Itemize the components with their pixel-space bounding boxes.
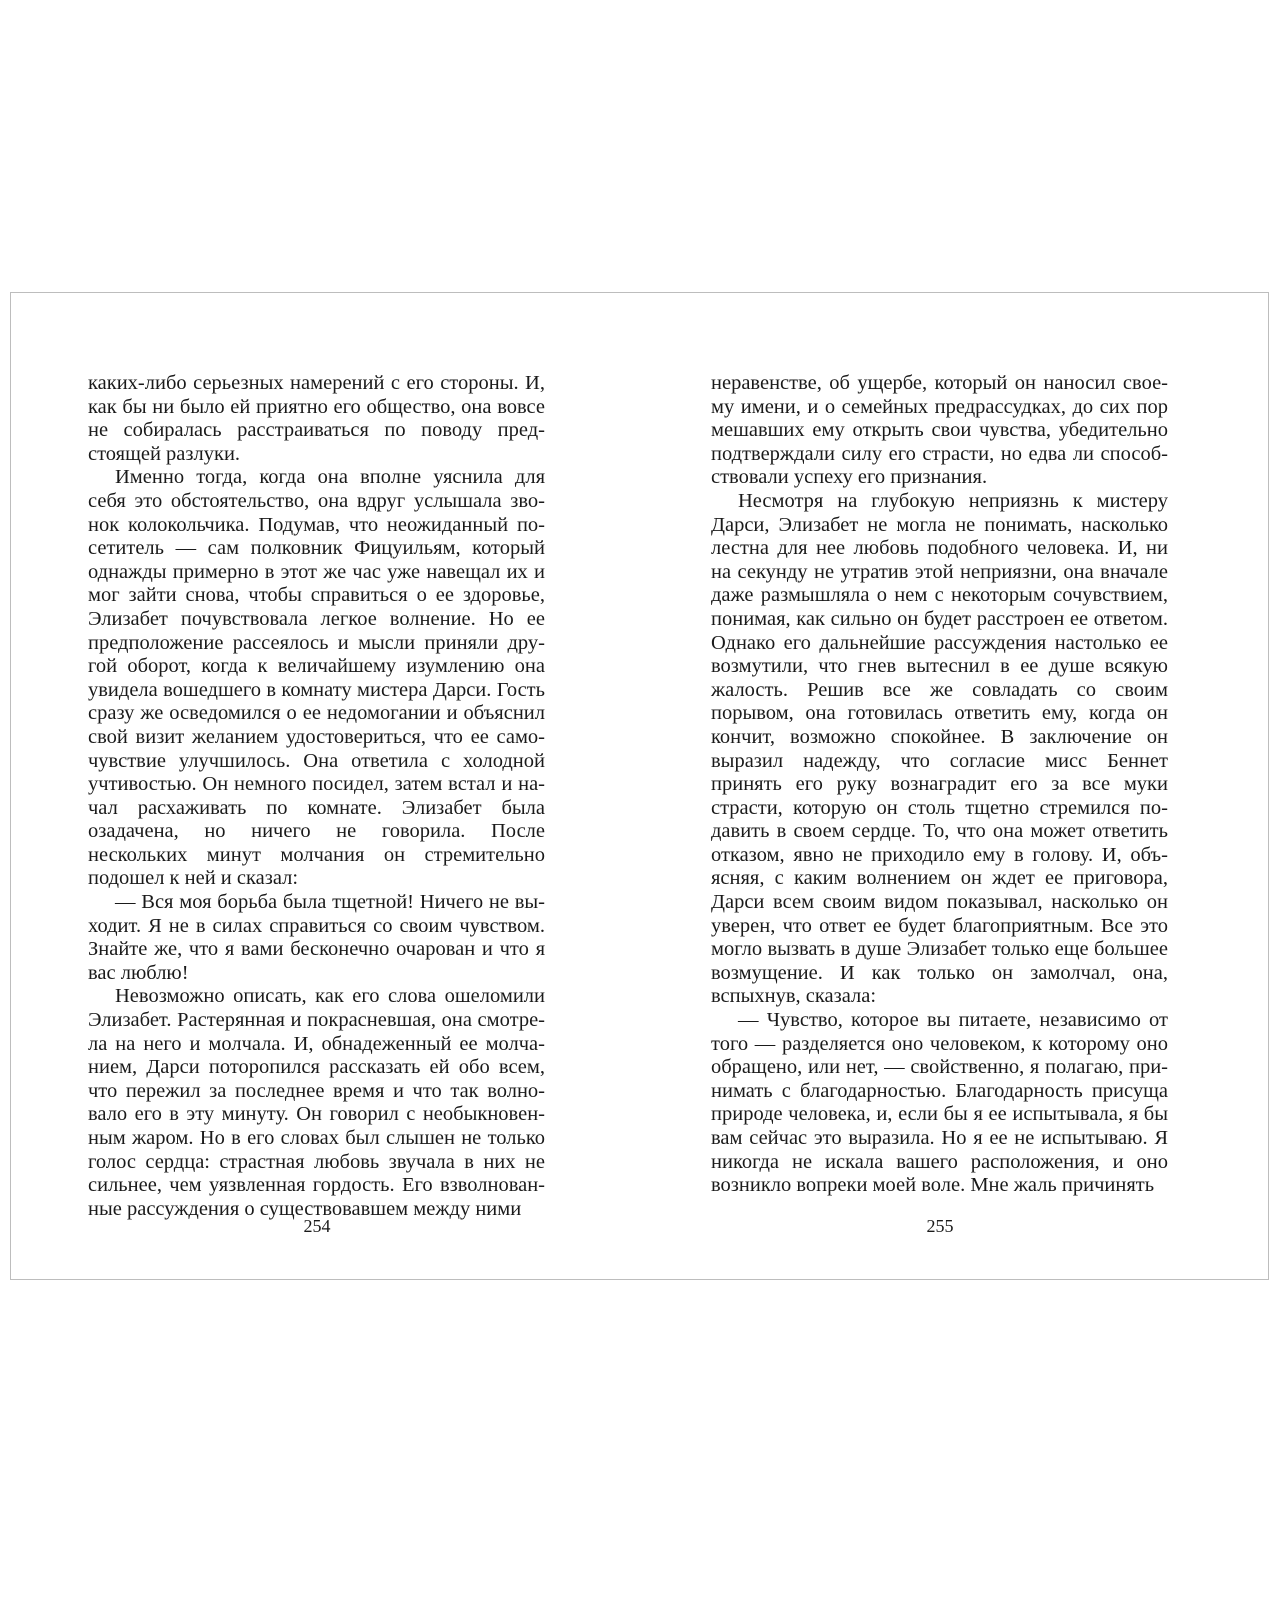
- left-page-text: [88, 372, 545, 1221]
- paragraph: неравенстве, об ущербе, который он наносил своему имени, и о семейных предрассудках, до сих пор мешавших ему открыть свои чувства, убедительно подтверждали силу его страсти, но едва ли способствовали успеху его признания.: [711, 372, 1168, 489]
- dialogue-paragraph: — Вся моя борьба была тщетной! Ничего не выходит. Я не в силах справиться со своим чувством. Знайте же, что я вами бесконечно очарован и что я вас люблю!: [88, 891, 545, 984]
- paragraph: Несмотря на глубокую неприязнь к мистеру Дарси, Элизабет не могла не понимать, насколько лестна для нее любовь подобного человека. И, ни на секунду не утратив этой неприязни, она вначале даже размышляла о нем с некоторым сочувствием, понимая, как сильно он будет расстроен ее ответом. Однако его дальнейшие рассуждения настолько ее возмутили, что гнев вытеснил в ее душе всякую жалость. Решив все же совладать со своим порывом, она готовилась ответить ему, когда он кончит, возможно спокойнее. В заключение он выразил надежду, что согласие мисс Беннет принять его руку вознаградит его за все муки страсти, которую он столь тщетно стремился подавить в своем сердце. То, что она может ответить отказом, явно не приходило ему в голову. И, объясняя, с каким волнением он ждет ее приговора, Дарси всем своим видом показывал, насколько он уверен, что ответ ее будет благоприятным. Все это могло вызвать в душе Элизабет только еще большее возмущение. И как только он замолчал, она, вспыхнув, сказала:: [711, 489, 1168, 1008]
- book-spread: [10, 292, 1269, 1280]
- page-number-left: 254: [303, 1216, 331, 1236]
- paragraph: Именно тогда, когда она вполне уяснила для себя это обстоятельство, она вдруг услышала звонок колокольчика. Подумав, что неожиданный посетитель — сам полковник Фицуильям, который однажды примерно в этот же час уже навещал их и мог зайти снова, чтобы справиться о ее здоровье, Элизабет почувствовала легкое волнение. Но ее предположение рассеялось и мысли приняли другой оборот, когда к величайшему изумлению она увидела вошедшего в комнату мистера Дарси. Гость сразу же осведомился о ее недомогании и объяснил свой визит желанием удостовериться, что ее самочувствие улучшилось. Она ответила с холодной учтивостью. Он немного посидел, затем встал и начал расхаживать по комнате. Элизабет была озадачена, но ничего не говорила. После нескольких минут молчания он стремительно подошел к ней и сказал:: [88, 466, 545, 890]
- paragraph: каких-либо серьезных намерений с его стороны. И, как бы ни было ей приятно его общество, она вовсе не собиралась расстраиваться по поводу предстоящей разлуки.: [88, 372, 545, 465]
- dialogue-paragraph: — Чувство, которое вы питаете, независимо от того — разделяется оно человеком, к которому оно обращено, или нет, — свойственно, я полагаю, принимать с благодарностью. Благодарность присуща природе человека, и, если бы я ее испытывала, я бы вам сейчас это выразила. Но я ее не испытываю. Я никогда не искала вашего расположения, и оно возникло вопреки моей воле. Мне жаль причинять: [711, 1009, 1168, 1197]
- right-page-text: [711, 372, 1168, 1198]
- page-number-right: 255: [926, 1216, 954, 1236]
- paragraph: Невозможно описать, как его слова ошеломили Элизабет. Растерянная и покрасневшая, она смотрела на него и молчала. И, обнадеженный ее молчанием, Дарси поторопился рассказать ей обо всем, что пережил за последнее время и что так волновало его в эту минуту. Он говорил с необыкновенным жаром. Но в его словах был слышен не только голос сердца: страстная любовь звучала в них не сильнее, чем уязвленная гордость. Его взволнованные рассуждения о существовавшем между ними: [88, 985, 545, 1220]
